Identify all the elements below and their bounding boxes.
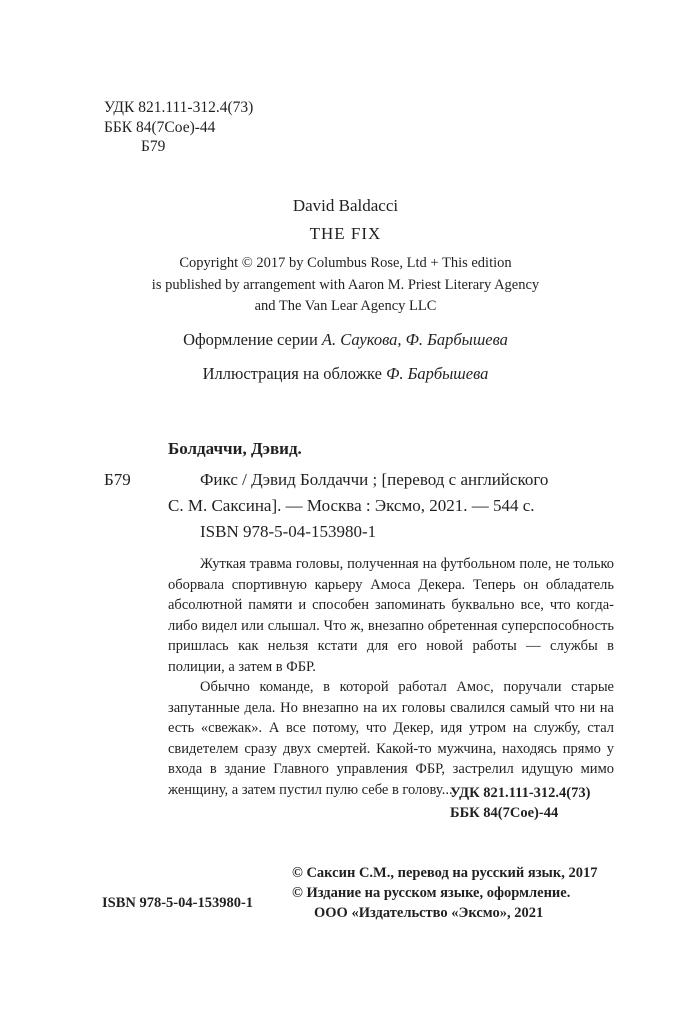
original-copyright bbox=[0, 253, 691, 318]
cover-illustration-credit bbox=[0, 364, 691, 384]
translation-copyright: © Саксин С.М., перевод на русский язык, 2017 bbox=[292, 865, 598, 881]
publisher-copyright: ООО «Издательство «Эксмо», 2021 bbox=[314, 905, 544, 921]
bibliographic-author: Болдаччи, Дэвид. bbox=[168, 439, 302, 458]
bbk-code: ББК 84(7Сое)-44 bbox=[104, 118, 216, 136]
illustration-name: Ф. Барбышева bbox=[386, 364, 489, 383]
bibliographic-title-line: Фикс / Дэвид Болдаччи ; [перевод с английского bbox=[200, 470, 549, 489]
isbn-footer: ISBN 978-5-04-153980-1 bbox=[102, 895, 254, 911]
annotation-paragraph: Жуткая травма головы, полученная на футбольном поле, не только оборвала спортивную карьеру Амоса Декера. Теперь он обладатель абсолютной памяти и способен запоминать буквально все, что когда-либо видел или слышал. Что ж, внезапно обретенная суперспособность пришлась как нельзя кстати для его новой работы — службы в полиции, а затем в ФБР. bbox=[168, 556, 614, 675]
annotation bbox=[168, 554, 614, 800]
original-title: THE FIX bbox=[309, 224, 382, 243]
series-design-credit bbox=[0, 330, 691, 350]
udk-bottom-block bbox=[450, 783, 590, 823]
copyright-line: and The Van Lear Agency LLC bbox=[254, 298, 437, 314]
udk-code: УДК 821.111-312.4(73) bbox=[450, 785, 591, 801]
udk-code: УДК 821.111-312.4(73) bbox=[104, 99, 254, 116]
author-mark: Б79 bbox=[141, 138, 166, 155]
bibliographic-isbn: ISBN 978-5-04-153980-1 bbox=[200, 522, 377, 541]
bibliographic-imprint-line: С. М. Саксина]. — Москва : Эксмо, 2021. — 544 с. bbox=[168, 496, 535, 515]
copyright-line: Copyright © 2017 by Columbus Rose, Ltd + This edition bbox=[179, 255, 512, 271]
original-author: David Baldacci bbox=[292, 196, 399, 215]
copyright-footer bbox=[292, 863, 597, 923]
udk-classification-block bbox=[104, 98, 253, 157]
design-label: Оформление серии bbox=[183, 330, 318, 349]
edition-copyright: © Издание на русском языке, оформление. bbox=[292, 885, 571, 901]
design-names: А. Саукова, Ф. Барбышева bbox=[321, 330, 508, 349]
bibliographic-author-mark: Б79 bbox=[104, 470, 131, 489]
illustration-label: Иллюстрация на обложке bbox=[202, 364, 382, 383]
bbk-code: ББК 84(7Сое)-44 bbox=[450, 805, 559, 821]
copyright-line: is published by arrangement with Aaron M. Priest Literary Agency bbox=[151, 276, 540, 293]
annotation-paragraph: Обычно команде, в которой работал Амос, поручали старые запутанные дела. Но внезапно на их головы свалился самый что ни на есть «свежак». А все потому, что Декер, идя утром на службу, стал свидетелем сразу двух смертей. Какой-то мужчина, находясь прямо у входа в здание Главного управления ФБР, застрелил идущую мимо женщину, а затем пустил пулю себе в голову... bbox=[168, 679, 614, 798]
